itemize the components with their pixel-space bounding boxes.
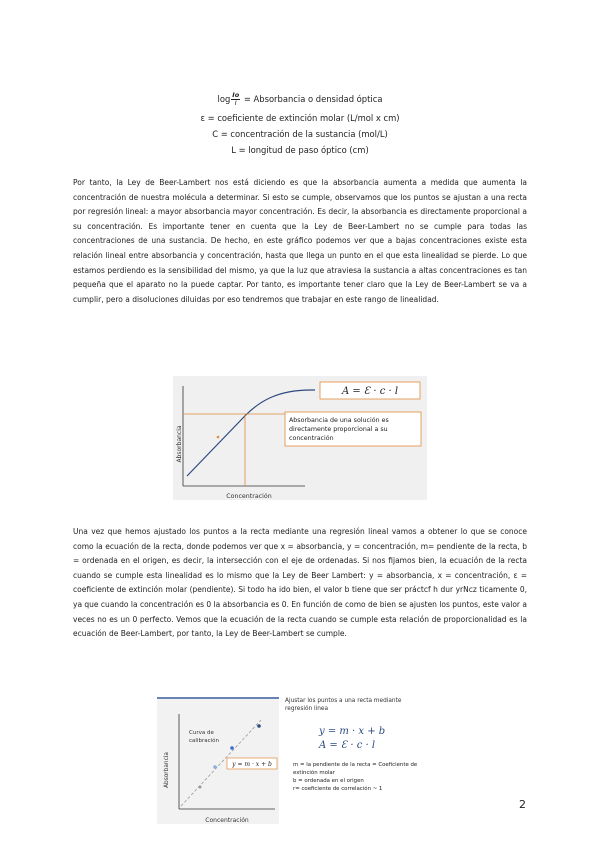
figure2-box-equation: y = m · x + b: [232, 761, 272, 768]
figure-absorbance-curve: [173, 376, 427, 500]
length-definition: L = longitud de paso óptico (cm): [231, 145, 369, 155]
paragraph-regression: Una vez que hemos ajustado los puntos a la recta mediante una regresión lineal vamos a obtener lo que se conoce como la ecuación de la recta, donde podemos ver que x = absorbancia, y = concentración, m= pendiente de la recta, b = ordenada en el origen, es decir, la intersección con el eje de ordenadas. Si nos fijamos bien, la ecuación de la recta cuando se cumple esta linealidad es lo mismo que la Ley de Beer Lambert: y = absorbancia, x = concentración, ɛ = coeficiente de extinción molar (pendiente). Si todo ha ido bien, el valor b tiene que ser práctcf h dur yrNcz ticamente 0, ya que cuando la concentración es 0 la absorbancia es 0. En función de como de bien se ajusten los puntos, este valor a veces no es un 0 perfecto. Vemos que la ecuación de la recta cuando se cumple esta relación de proporcionalidad es la ecuación de Beer-Lambert, por tanto, la Ley de Beer-Lambert se cumple.: [73, 527, 527, 639]
figure2-legend-2: extinción molar: [293, 770, 335, 776]
figure2-equation-line: y = m · x + b: [319, 726, 386, 737]
paragraph-beer-lambert: Por tanto, la Ley de Beer-Lambert nos está diciendo es que la absorbancia aumenta a medida que aumenta la concentración de nuestra molécula a determinar. Si esto se cumple, observamos que los puntos se ajustan a una recta por regresión lineal: a mayor absorbancia mayor concentración. Es decir, la absorbancia es directamente proporcional a su concentración. Es importante tener en cuenta que la Ley de Beer-Lambert no se cumple para todas las concentraciones de una sustancia. De hecho, en este gráfico podemos ver que a bajas concentraciones existe esta relación lineal entre absorbancia y concentración, hasta que llega un punto en el que esta linealidad se pierde. Lo que estamos perdiendo es la sensibilidad del mismo, ya que la luz que atraviesa la sustancia a altas concentraciones es tan pequeña que el aparato no la puede captar. Por tanto, es importante tener claro que la Ley de Beer-Lambert se va a cumplir, pero a disoluciones diluidas por eso tendremos que trabajar en este rango de linealidad.: [73, 178, 527, 304]
figure1-note-line-2: directamente proporcional a su: [289, 426, 388, 433]
figure1-y-label: Absorbancia: [176, 425, 183, 463]
figure2-title-line-2: regresión linea: [285, 706, 329, 712]
figure2-legend-1: m = la pendiente de la recta = Coeficiente de: [293, 762, 418, 768]
log-fraction: $\frac{Io}{I}$: [232, 91, 240, 107]
figure2-equation-beer: A = Ɛ · c · l: [319, 740, 376, 751]
figure2-point-2: [230, 746, 234, 750]
figure2-y-label: Absorbancia: [164, 752, 170, 788]
figure2-legend-3: b = ordenada en el origen: [293, 778, 364, 784]
figure1-note-line-3: concentración: [289, 435, 334, 442]
figure1-note-line-1: Absorbancia de una solución es: [289, 417, 389, 424]
figure2-point-1: [257, 724, 261, 728]
page-number: 2: [519, 798, 526, 811]
epsilon-definition: ε = coeficiente de extinción molar (L/mol x cm): [200, 113, 400, 123]
figure2-point-3: [213, 765, 217, 769]
figure2-legend-4: r= coeficiente de correlación ~ 1: [293, 786, 383, 792]
figure2-title-line-1: Ajustar los puntos a una recta mediante: [285, 698, 402, 704]
figure-calibration-curve: [157, 692, 442, 824]
figure2-curve-label-2: calibración: [189, 738, 219, 744]
concentration-definition: C = concentración de la sustancia (mol/L): [212, 129, 388, 139]
figure1-formula: A = Ɛ · c · l: [341, 386, 399, 397]
log-formula: log $\frac{Io}{I}$ = Absorbancia o densidad óptica: [217, 91, 383, 107]
figure1-x-label: Concentración: [226, 493, 272, 500]
figure2-x-label: Concentración: [205, 817, 249, 824]
figure2-curve-label-1: Curva de: [189, 730, 214, 736]
figure2-point-4: [199, 786, 202, 789]
figure1-point: [217, 436, 220, 439]
